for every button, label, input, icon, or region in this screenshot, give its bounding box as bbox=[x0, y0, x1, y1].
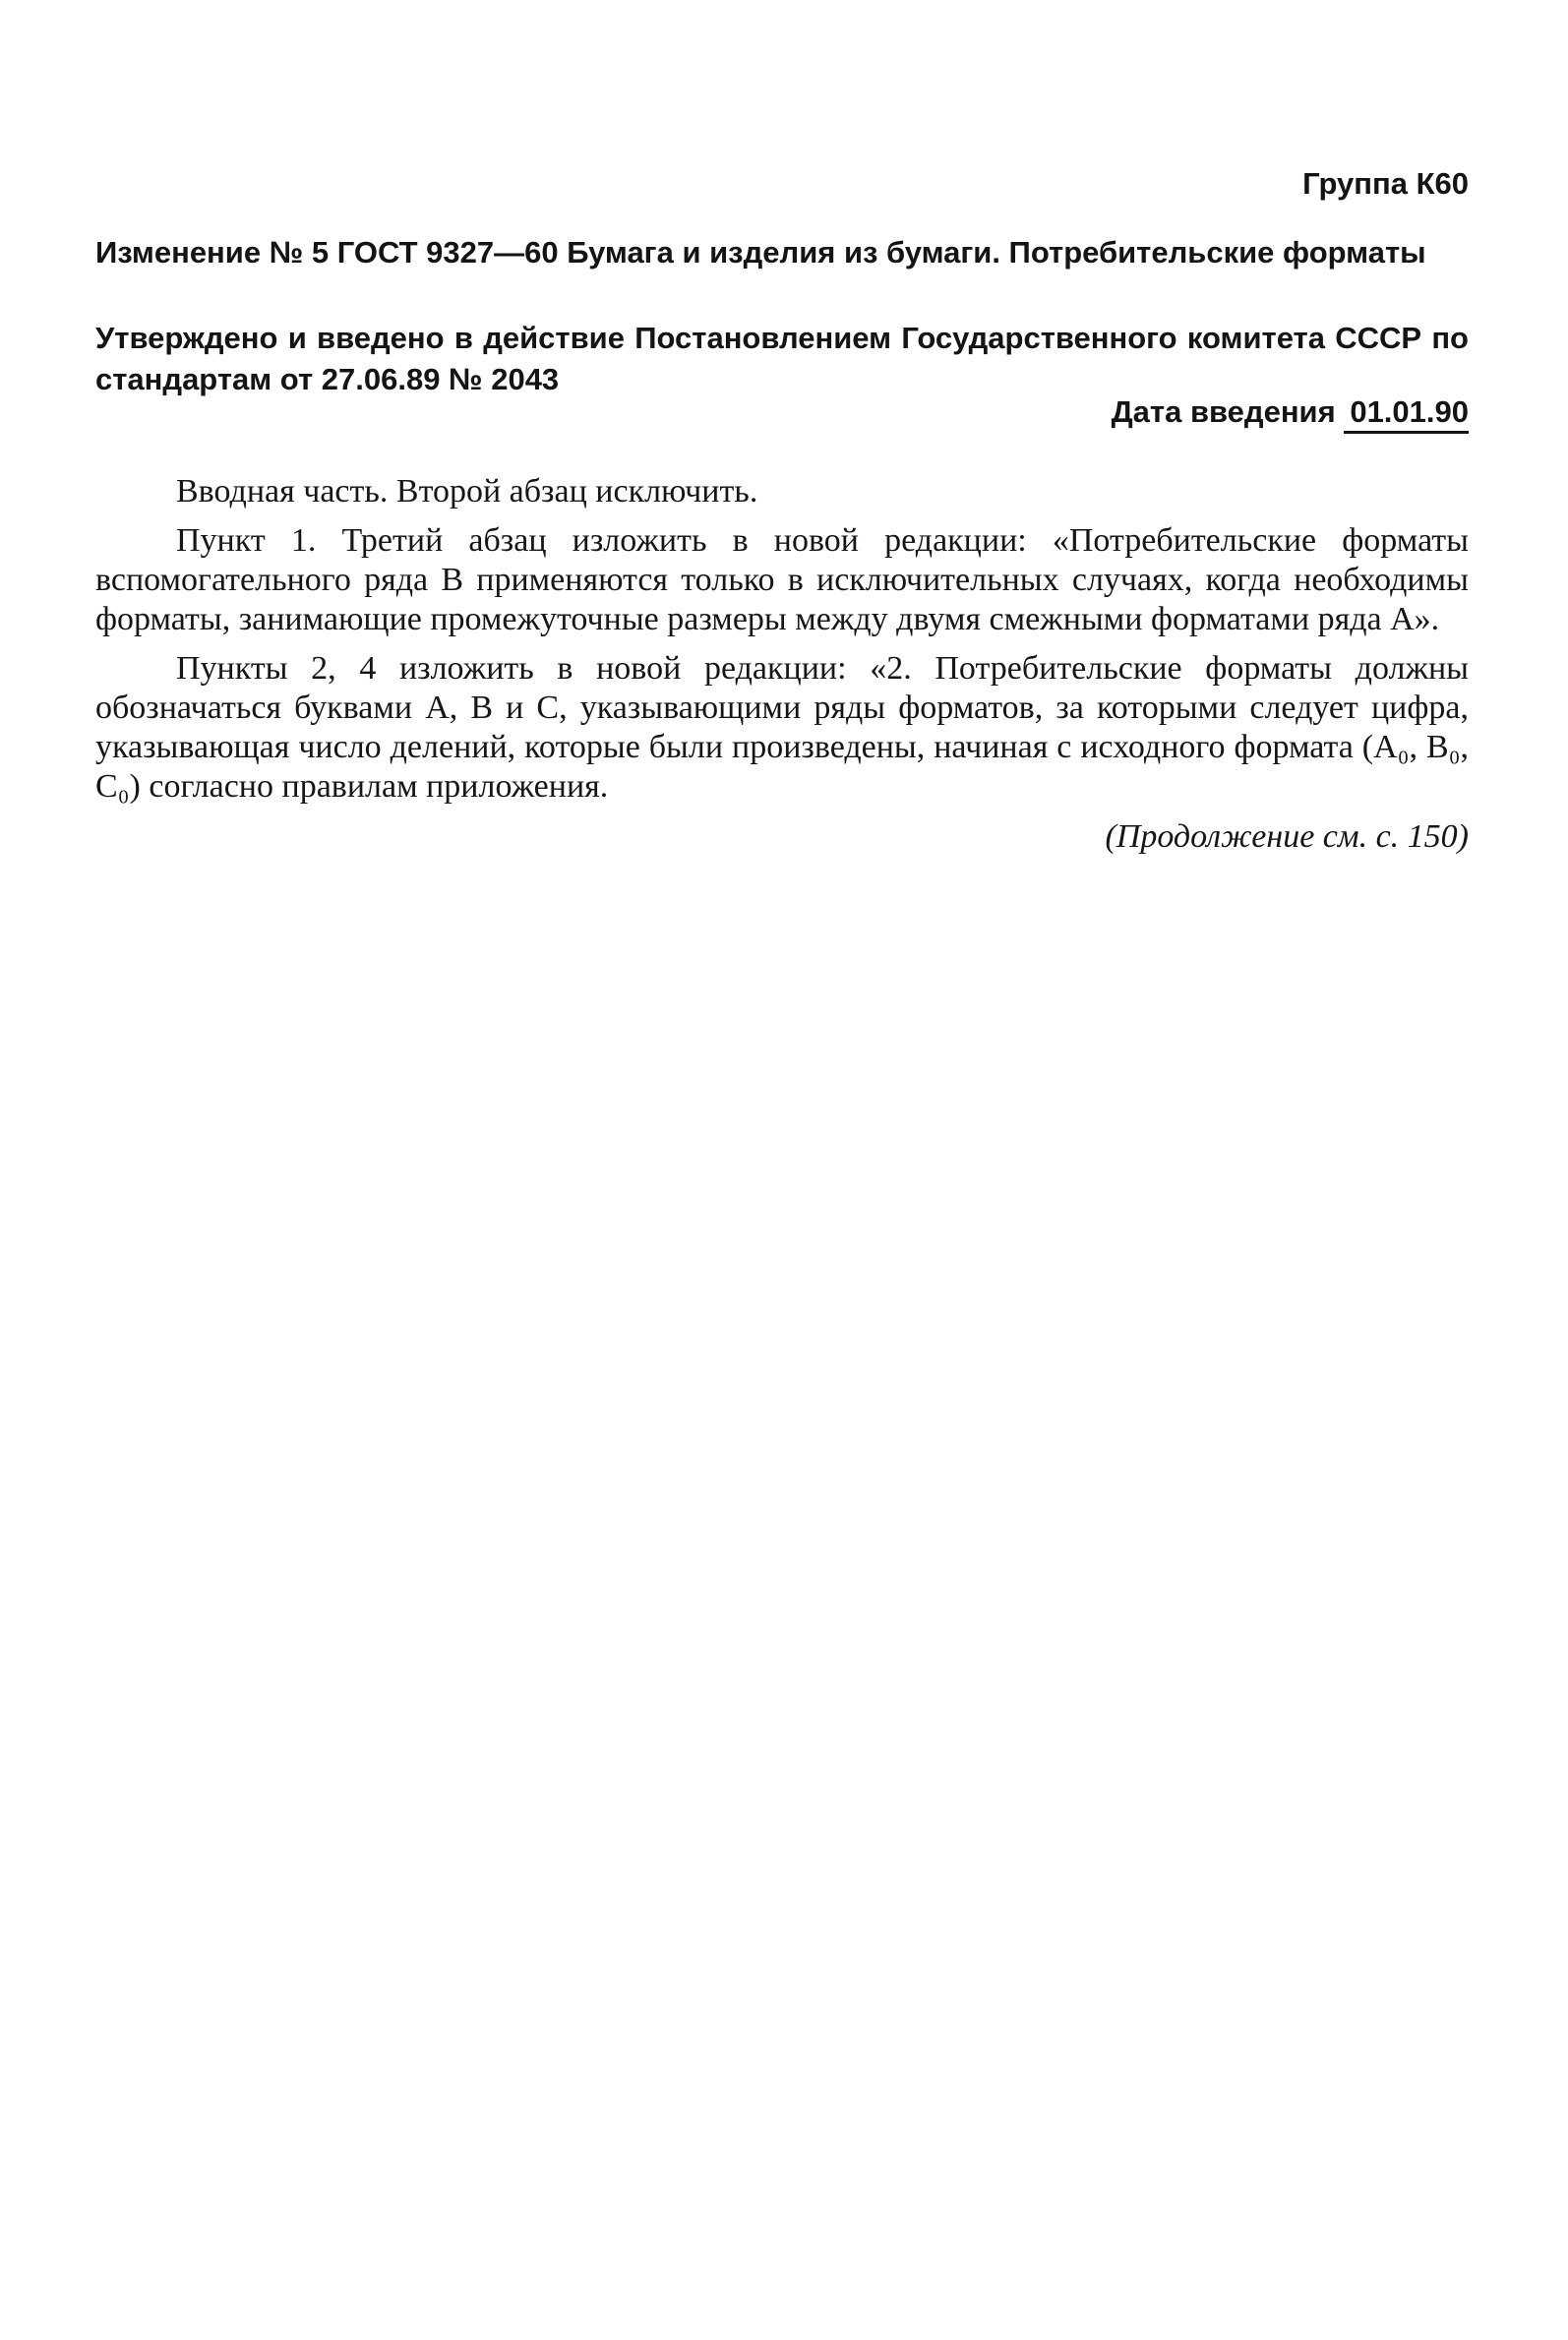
continuation-note: (Продолжение см. с. 150) bbox=[1105, 818, 1469, 855]
body-paragraph-item-1: Пункт 1. Третий абзац изложить в новой редакции: «Потребительские форматы вспомогательного ряда В применяются только в исключительных случаях, когда необходимы форматы, занимающие промежуточные размеры между двумя смежными форматами ряда А». bbox=[95, 522, 1469, 637]
amendment-body bbox=[95, 472, 1469, 807]
body-paragraph-intro: Вводная часть. Второй абзац исключить. bbox=[176, 473, 758, 510]
intro-date bbox=[1112, 391, 1469, 434]
intro-date-value: 01.01.90 bbox=[1344, 393, 1469, 434]
approval-statement: Утверждено и введено в действие Постановлением Государственного комитета СССР по стандартам от 27.06.89 № 2043 bbox=[95, 321, 1469, 396]
body-paragraph-items-2-4: Пункты 2, 4 изложить в новой редакции: «2. Потребительские форматы должны обозначаться буквами А, В и С, указывающими ряды форматов, за которыми следует цифра, указывающая число делений, которые были произведены, начиная с исходного формата (A₀, B₀, C₀) согласно правилам приложения. bbox=[95, 650, 1469, 805]
intro-date-label: Дата введения bbox=[1111, 394, 1336, 429]
amendment-title: Изменение № 5 ГОСТ 9327—60 Бумага и изделия из бумаги. Потребительские форматы bbox=[95, 235, 1426, 270]
group-code: Группа К60 bbox=[1302, 166, 1469, 201]
